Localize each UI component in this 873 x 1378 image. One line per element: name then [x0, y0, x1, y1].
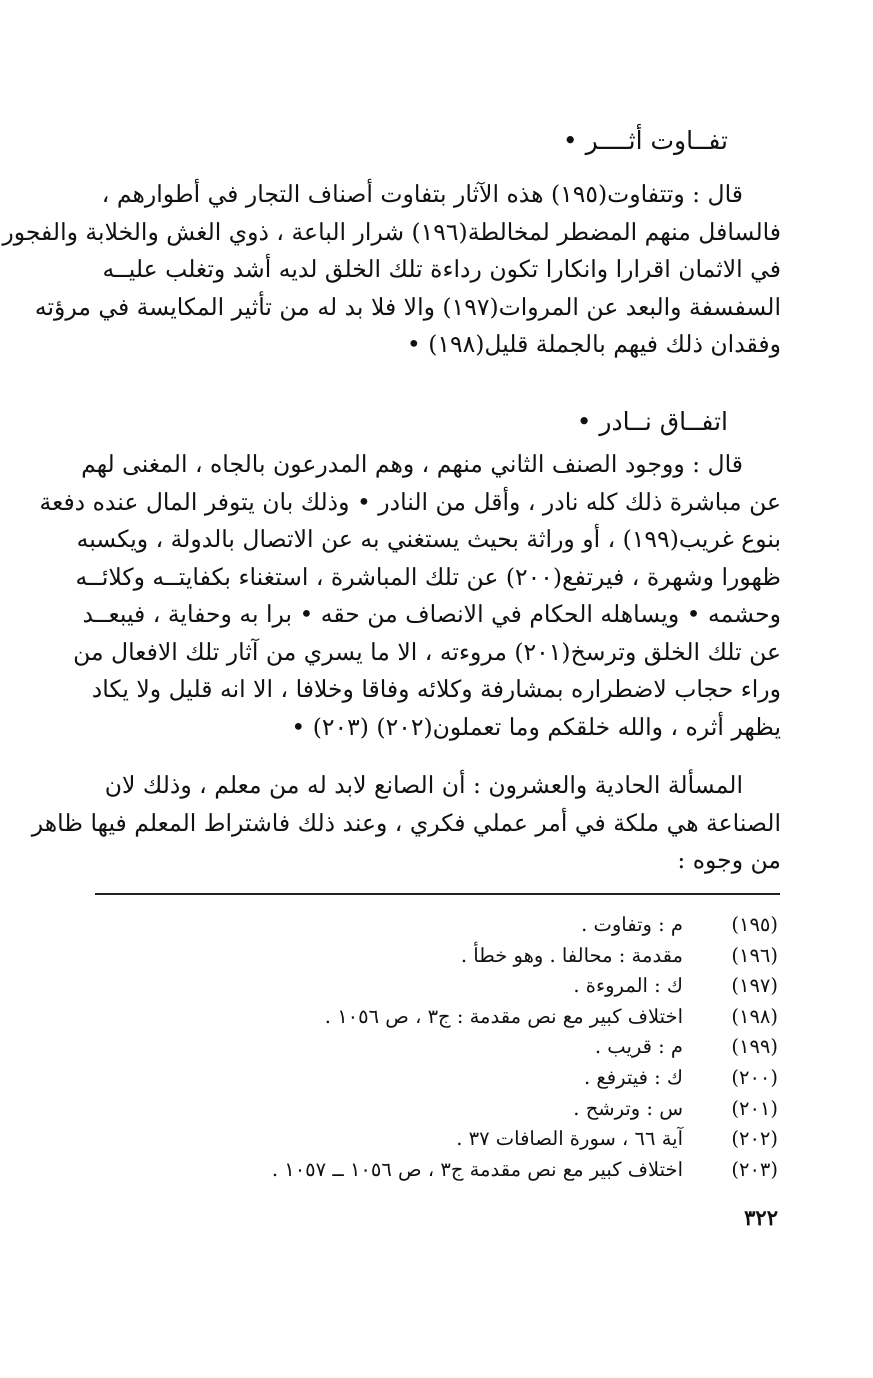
footnote-item — [88, 910, 778, 941]
footnote-text: م : قريب . — [594, 1035, 683, 1059]
text-line: يظهر أثره ، والله خلقكم وما تعملون(٢٠٢) (٢٠٣) • — [291, 712, 781, 741]
text-line: من وجوه : — [677, 846, 781, 874]
footnote-item — [88, 1063, 778, 1094]
section-heading-variation: تفــاوت أثــــر • — [562, 126, 728, 155]
footnote-text: اختلاف كبير مع نص مقدمة : ج٣ ، ص ١٠٥٦ . — [324, 1004, 683, 1028]
footnote-number: (١٩٨) — [731, 1004, 778, 1028]
text-line: ظهورا وشهرة ، فيرتفع(٢٠٠) عن تلك المباشرة ، استغناء بكفايتــه وكلائــه — [75, 562, 781, 591]
footnote-item — [88, 1155, 778, 1186]
text-line: في الاثمان اقرارا وانكارا تكون رداءة تلك الخلق لديه أشد وتغلب عليــه — [102, 255, 781, 283]
footnote-text: اختلاف كبير مع نص مقدمة ج٣ ، ص ١٠٥٦ ــ ١٠٥٧ . — [271, 1157, 683, 1181]
footnote-text: آية ٦٦ ، سورة الصافات ٣٧ . — [456, 1127, 683, 1151]
footnote-text: س : وترشح . — [573, 1096, 683, 1120]
paragraph-merchant-classes — [2, 176, 781, 364]
text-line: السفسفة والبعد عن المروات(١٩٧) والا فلا بد له من تأثير المكايسة في مرؤته — [34, 292, 781, 321]
paragraph-issue-twenty-one — [31, 767, 781, 880]
text-line: فالسافل منهم المضطر لمخالطة(١٩٦) شرار الباعة ، ذوي الغش والخلابة والفجور — [2, 217, 781, 246]
text-line: قال : وتتفاوت(١٩٥) هذه الآثار بتفاوت أصناف التجار في أطوارهم ، — [101, 180, 743, 208]
footnote-divider — [95, 893, 780, 895]
text-line: عن مباشرة ذلك كله نادر ، وأقل من النادر • وذلك بان يتوفر المال عنده دفعة — [39, 487, 781, 516]
text-line: الصناعة هي ملكة في أمر عملي فكري ، وعند ذلك فاشتراط المعلم فيها ظاهر — [31, 808, 781, 837]
text-line: قال : ووجود الصنف الثاني منهم ، وهم المدرعون بالجاه ، المغنى لهم — [81, 450, 743, 478]
footnote-text: ك : فيترفع . — [584, 1065, 683, 1089]
footnote-number: (١٩٧) — [731, 974, 778, 998]
footnote-item — [88, 1002, 778, 1033]
footnote-number: (١٩٩) — [731, 1035, 778, 1059]
footnote-number: (١٩٦) — [731, 943, 778, 967]
footnotes — [88, 910, 778, 1185]
footnote-item — [88, 1032, 778, 1063]
section-heading-rare-agreement: اتفــاق نــادر • — [576, 407, 728, 436]
footnote-item — [88, 971, 778, 1002]
text-line: بنوع غريب(١٩٩) ، أو وراثة بحيث يستغني به عن الاتصال بالدولة ، ويكسبه — [76, 525, 781, 553]
footnote-number: (١٩٥) — [731, 913, 778, 936]
footnote-number: (٢٠١) — [731, 1096, 778, 1120]
footnote-text: م : وتفاوت . — [581, 913, 683, 936]
text-line: وفقدان ذلك فيهم بالجملة قليل(١٩٨) • — [406, 330, 781, 358]
text-line: وحشمه • ويساهله الحكام في الانصاف من حقه • برا به وحفاية ، فيبعــد — [82, 600, 781, 628]
text-line: المسألة الحادية والعشرون : أن الصانع لابد له من معلم ، وذلك لان — [104, 771, 743, 799]
footnote-number: (٢٠٣) — [731, 1157, 778, 1181]
text-line: عن تلك الخلق وترسخ(٢٠١) مروءته ، الا ما يسري من آثار تلك الافعال من — [73, 637, 781, 666]
footnote-text: ك : المروءة . — [573, 974, 683, 998]
footnote-number: (٢٠٠) — [731, 1065, 778, 1089]
text-line: وراء حجاب لاضطراره بمشارفة وكلائه وفاقا وخلافا ، الا انه قليل ولا يكاد — [91, 675, 781, 703]
footnote-item — [88, 941, 778, 972]
paragraph-second-class — [39, 446, 781, 746]
footnote-item — [88, 1124, 778, 1155]
page-number: ٣٢٢ — [744, 1205, 778, 1230]
footnote-item — [88, 1094, 778, 1125]
footnote-text: مقدمة : محالفا . وهو خطأ . — [460, 943, 683, 967]
footnote-number: (٢٠٢) — [731, 1127, 778, 1151]
